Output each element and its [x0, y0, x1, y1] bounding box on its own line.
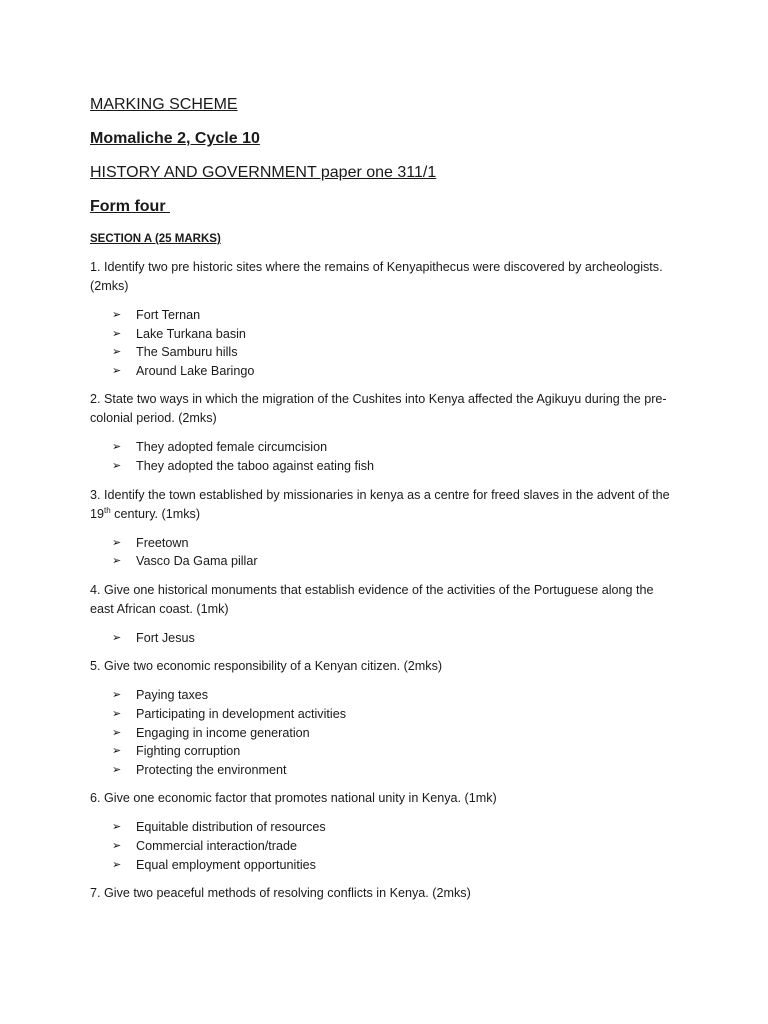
answer-text: Participating in development activities	[136, 706, 347, 721]
answer-item	[112, 761, 678, 780]
doc-title-subject-paper: HISTORY AND GOVERNMENT paper one 311/1	[90, 164, 437, 181]
answer-text: Lake Turkana basin	[136, 326, 246, 341]
answer-list-5	[90, 686, 678, 779]
question-6: 6. Give one economic factor that promotes national unity in Kenya. (1mk)	[90, 791, 497, 806]
arrow-bullet-icon: ➢	[112, 536, 122, 549]
answer-text: Engaging in income generation	[136, 725, 310, 740]
section-heading: SECTION A (25 MARKS)	[90, 233, 221, 245]
arrow-bullet-icon: ➢	[112, 745, 122, 758]
answer-text: Commercial interaction/trade	[136, 838, 297, 853]
answer-item	[112, 552, 678, 571]
arrow-bullet-icon: ➢	[112, 555, 122, 568]
question-3-text: 3. Identify the town established by missionaries in kenya as a centre for freed slaves in the advent of the 19	[90, 487, 670, 521]
answer-item	[112, 837, 678, 856]
answer-text: Vasco Da Gama pillar	[136, 554, 258, 569]
answer-list-1	[90, 306, 678, 380]
answer-item	[112, 856, 678, 875]
question-3	[90, 486, 678, 524]
arrow-bullet-icon: ➢	[112, 707, 122, 720]
answer-text: They adopted the taboo against eating fish	[136, 458, 375, 473]
answer-item	[112, 686, 678, 705]
answer-text: The Samburu hills	[136, 345, 238, 360]
answer-item	[112, 818, 678, 837]
ordinal-suffix: th	[104, 505, 111, 515]
question-4: 4. Give one historical monuments that establish evidence of the activities of the Portuguese along the east African coast. (1mk)	[90, 582, 654, 616]
arrow-bullet-icon: ➢	[112, 631, 122, 644]
answer-item	[112, 534, 678, 553]
answer-text: Fighting corruption	[136, 744, 241, 759]
answer-list-4	[90, 629, 678, 648]
answer-list-2	[90, 438, 678, 475]
question-2: 2. State two ways in which the migration of the Cushites into Kenya affected the Agikuyu during the pre-colonial period. (2mks)	[90, 392, 667, 426]
arrow-bullet-icon: ➢	[112, 821, 122, 834]
answer-text: Fort Ternan	[136, 308, 201, 322]
answer-item	[112, 705, 678, 724]
answer-item	[112, 325, 678, 344]
arrow-bullet-icon: ➢	[112, 441, 122, 454]
answer-text: Equitable distribution of resources	[136, 820, 326, 835]
question-1: 1. Identify two pre historic sites where the remains of Kenyapithecus were discovered by archeologists. (2mks)	[90, 260, 663, 293]
answer-item	[112, 306, 678, 325]
question-7: 7. Give two peaceful methods of resolving conflicts in Kenya. (2mks)	[90, 886, 471, 901]
arrow-bullet-icon: ➢	[112, 858, 122, 871]
answer-item	[112, 457, 678, 476]
arrow-bullet-icon: ➢	[112, 689, 122, 702]
answer-text: Equal employment opportunities	[136, 857, 316, 872]
arrow-bullet-icon: ➢	[112, 364, 122, 377]
question-3-text-end: century. (1mks)	[110, 506, 201, 521]
answer-item	[112, 629, 678, 648]
answer-item	[112, 742, 678, 761]
arrow-bullet-icon: ➢	[112, 309, 122, 321]
answer-text: Protecting the environment	[136, 762, 287, 777]
answer-text: Paying taxes	[136, 688, 209, 703]
arrow-bullet-icon: ➢	[112, 327, 122, 340]
answer-item	[112, 343, 678, 362]
doc-title-marking-scheme: MARKING SCHEME	[90, 96, 238, 113]
answer-item	[112, 438, 678, 457]
answer-text: Freetown	[136, 535, 189, 550]
answer-list-6	[90, 818, 678, 874]
arrow-bullet-icon: ➢	[112, 459, 122, 472]
answer-text: Around Lake Baringo	[136, 363, 255, 378]
doc-title-form: Form four	[90, 198, 170, 215]
answer-item	[112, 724, 678, 743]
answer-item	[112, 362, 678, 381]
answer-text: They adopted female circumcision	[136, 440, 328, 455]
arrow-bullet-icon: ➢	[112, 726, 122, 739]
arrow-bullet-icon: ➢	[112, 346, 122, 359]
arrow-bullet-icon: ➢	[112, 763, 122, 776]
question-5: 5. Give two economic responsibility of a Kenyan citizen. (2mks)	[90, 659, 443, 674]
arrow-bullet-icon: ➢	[112, 839, 122, 852]
answer-text: Fort Jesus	[136, 630, 195, 645]
doc-title-school-cycle: Momaliche 2, Cycle 10	[90, 130, 260, 147]
answer-list-3	[90, 534, 678, 571]
